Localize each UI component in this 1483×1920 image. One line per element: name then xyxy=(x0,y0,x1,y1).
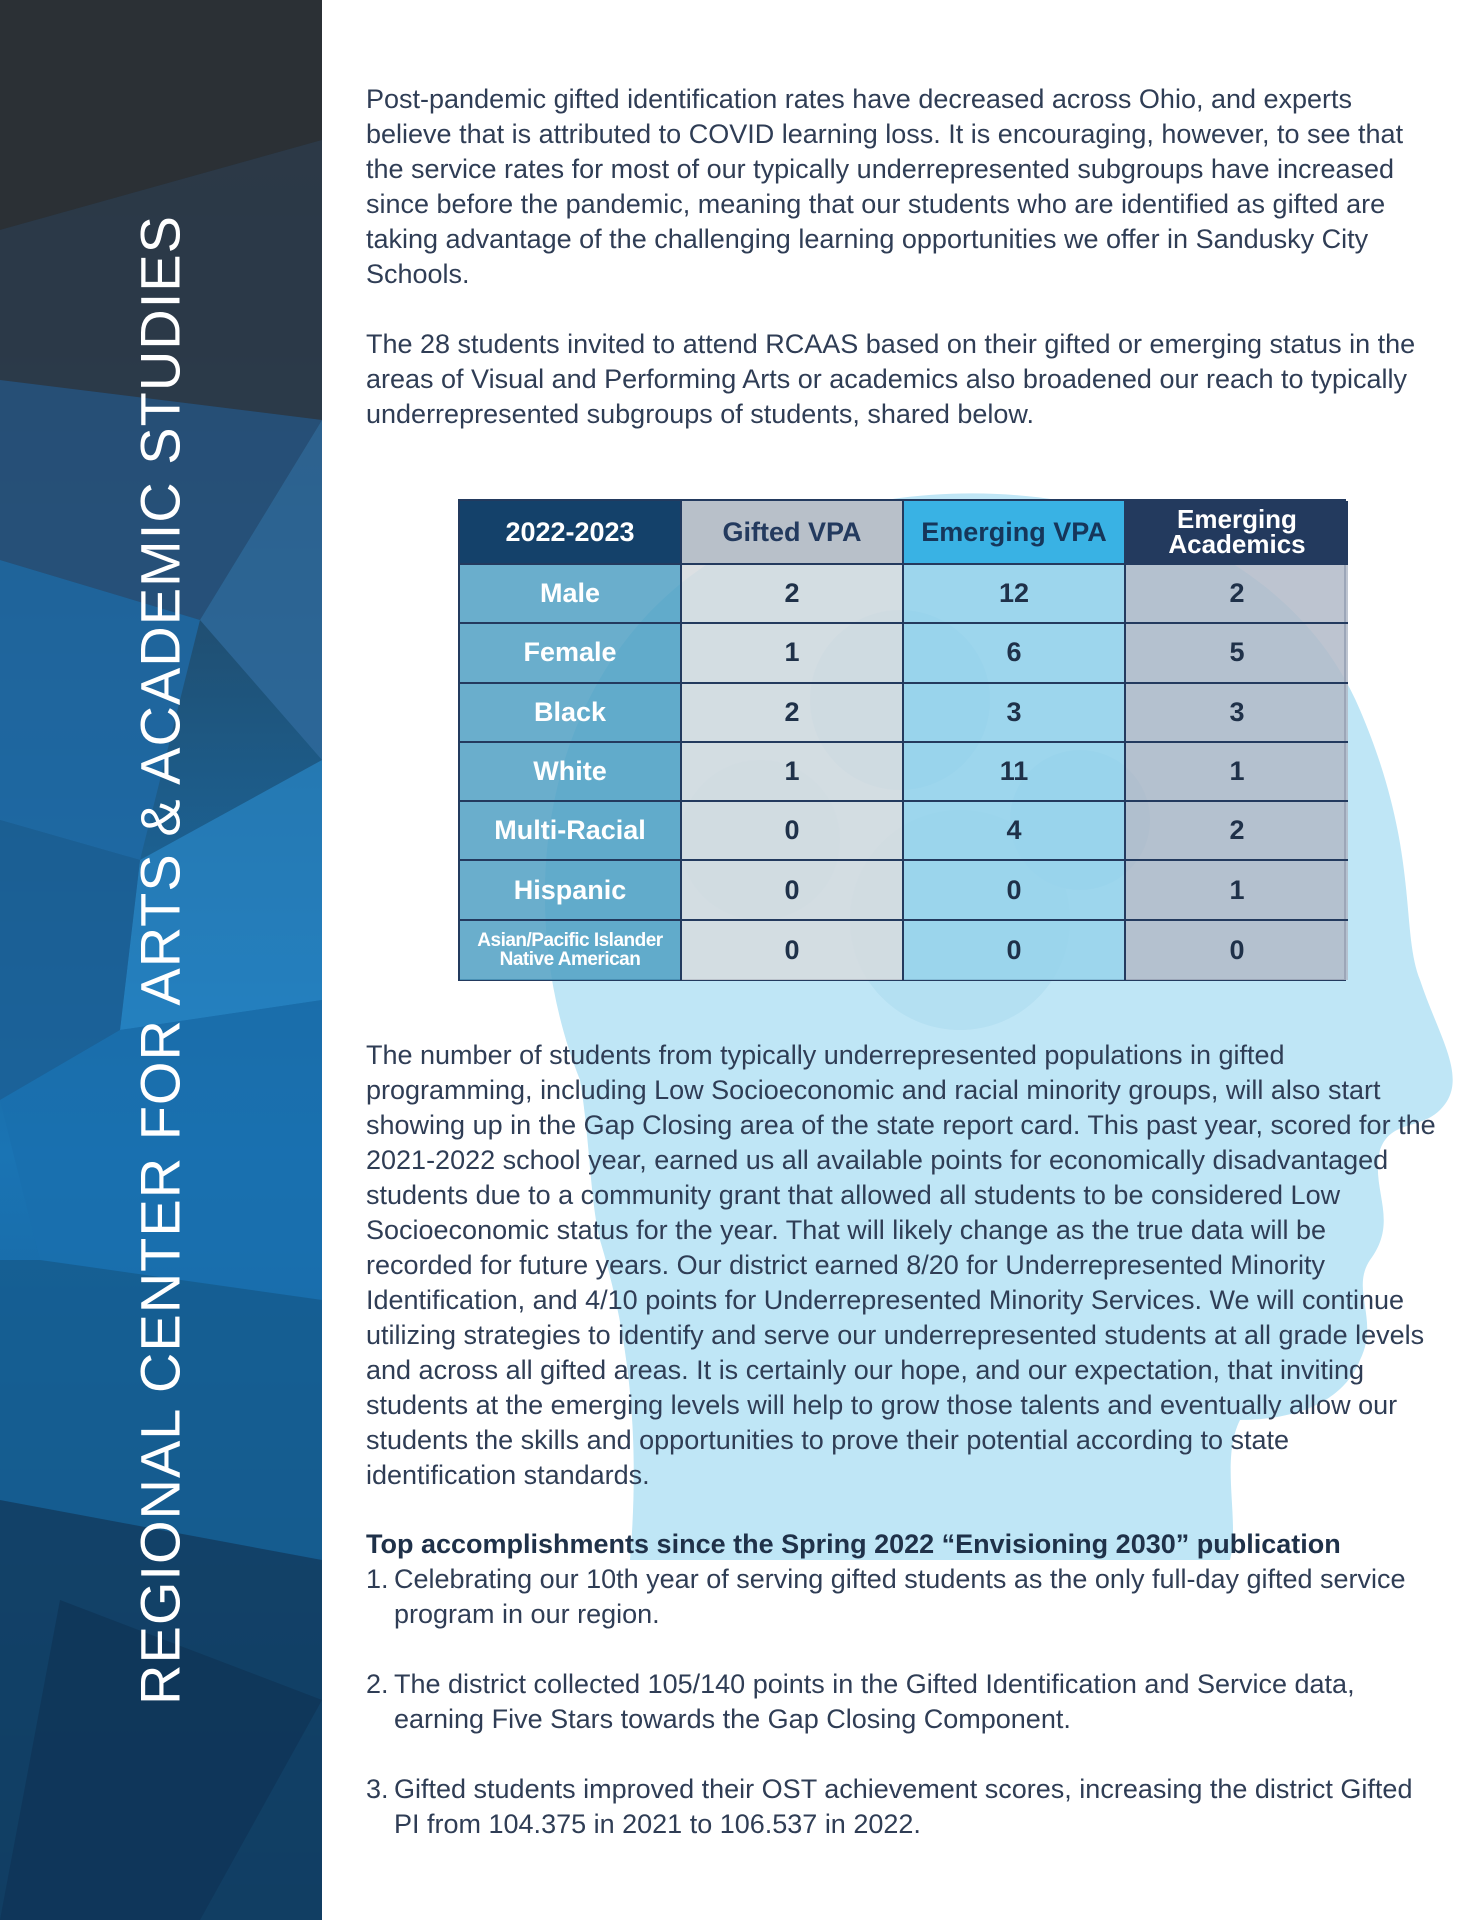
table-cell: 2 xyxy=(1126,802,1348,861)
list-item-text: Celebrating our 10th year of serving gifted students as the only full-day gifted service program in our region. xyxy=(394,1564,1406,1629)
list-item-number: 1. xyxy=(366,1564,389,1594)
row-label-black: Black xyxy=(460,684,682,743)
list-item-text: Gifted students improved their OST achievement scores, increasing the district Gifted PI from 104.375 in 2021 to 106.537 in 2022. xyxy=(394,1774,1413,1839)
intro-paragraph: Post-pandemic gifted identification rates have decreased across Ohio, and experts believe that is attributed to COVID learning loss. It is encouraging, however, to see that the service rates for most of our typically underrepresented subgroups have increased since before the pandemic, meaning that our students who are identified as gifted are taking advantage of the challenging learning opportunities we offer in Sandusky City Schools. xyxy=(366,84,1404,289)
table-cell: 12 xyxy=(904,565,1126,624)
gap-closing-paragraph: The number of students from typically underrepresented populations in gifted programming, including Low Socioeconomic and racial minority groups, will also start showing up in the Gap Closing area of the state report card. This past year, scored for the 2021-2022 school year, earned us all available points for economically disadvantaged students due to a community grant that allowed all students to be considered Low Socioeconomic status for the year. That will likely change as the true data will be recorded for future years. Our district earned 8/20 for Underrepresented Minority Identification, and 4/10 points for Underrepresented Minority Services. We will continue utilizing strategies to identify and serve our underrepresented students at all grade levels and across all gifted areas. It is certainly our hope, and our expectation, that inviting students at the emerging levels will help to grow those talents and eventually allow our students the skills and opportunities to prove their potential according to state identification standards. xyxy=(366,1040,1436,1490)
row-label-white: White xyxy=(460,743,682,802)
table-cell: 0 xyxy=(682,861,904,920)
row-label-female: Female xyxy=(460,624,682,683)
table-cell: 3 xyxy=(904,684,1126,743)
table-header-year: 2022-2023 xyxy=(460,501,682,565)
demographics-table xyxy=(458,499,1346,981)
table-header-emerging-academics: Emerging Academics xyxy=(1126,501,1348,565)
sidebar-banner xyxy=(0,0,322,1920)
row-label-asian-pacific-islander-native-american: Asian/Pacific Islander Native American xyxy=(460,921,682,980)
table-cell: 0 xyxy=(682,802,904,861)
row-label-hispanic: Hispanic xyxy=(460,861,682,920)
table-cell: 5 xyxy=(1126,624,1348,683)
table-cell: 2 xyxy=(682,684,904,743)
list-item-text: The district collected 105/140 points in the Gifted Identification and Service data, earning Five Stars towards the Gap Closing Component. xyxy=(394,1669,1355,1734)
list-item xyxy=(366,1562,1436,1632)
list-item xyxy=(366,1772,1436,1842)
table-cell: 11 xyxy=(904,743,1126,802)
table-cell: 3 xyxy=(1126,684,1348,743)
accomplishments-list xyxy=(366,1562,1436,1877)
table-cell: 0 xyxy=(904,861,1126,920)
table-cell: 0 xyxy=(682,921,904,980)
table-cell: 6 xyxy=(904,624,1126,683)
table-cell: 1 xyxy=(1126,861,1348,920)
table-cell: 0 xyxy=(1126,921,1348,980)
list-item xyxy=(366,1667,1436,1737)
table-cell: 2 xyxy=(1126,565,1348,624)
rcaas-paragraph: The 28 students invited to attend RCAAS based on their gifted or emerging status in the areas of Visual and Performing Arts or academics also broadened our reach to typically underrepresented subgroups of students, shared below. xyxy=(366,329,1416,429)
row-label-male: Male xyxy=(460,565,682,624)
accomplishments-heading: Top accomplishments since the Spring 2022 “Envisioning 2030” publication xyxy=(366,1529,1341,1559)
sidebar-title: REGIONAL CENTER FOR ARTS & ACADEMIC STUDIES xyxy=(128,215,192,1705)
table-cell: 1 xyxy=(682,743,904,802)
table-cell: 0 xyxy=(904,921,1126,980)
list-item-number: 3. xyxy=(366,1774,389,1804)
table-cell: 1 xyxy=(1126,743,1348,802)
table-cell: 4 xyxy=(904,802,1126,861)
table-cell: 1 xyxy=(682,624,904,683)
row-label-multi-racial: Multi-Racial xyxy=(460,802,682,861)
table-header-gifted-vpa: Gifted VPA xyxy=(682,501,904,565)
list-item-number: 2. xyxy=(366,1669,389,1699)
table-cell: 2 xyxy=(682,565,904,624)
table-header-emerging-vpa: Emerging VPA xyxy=(904,501,1126,565)
